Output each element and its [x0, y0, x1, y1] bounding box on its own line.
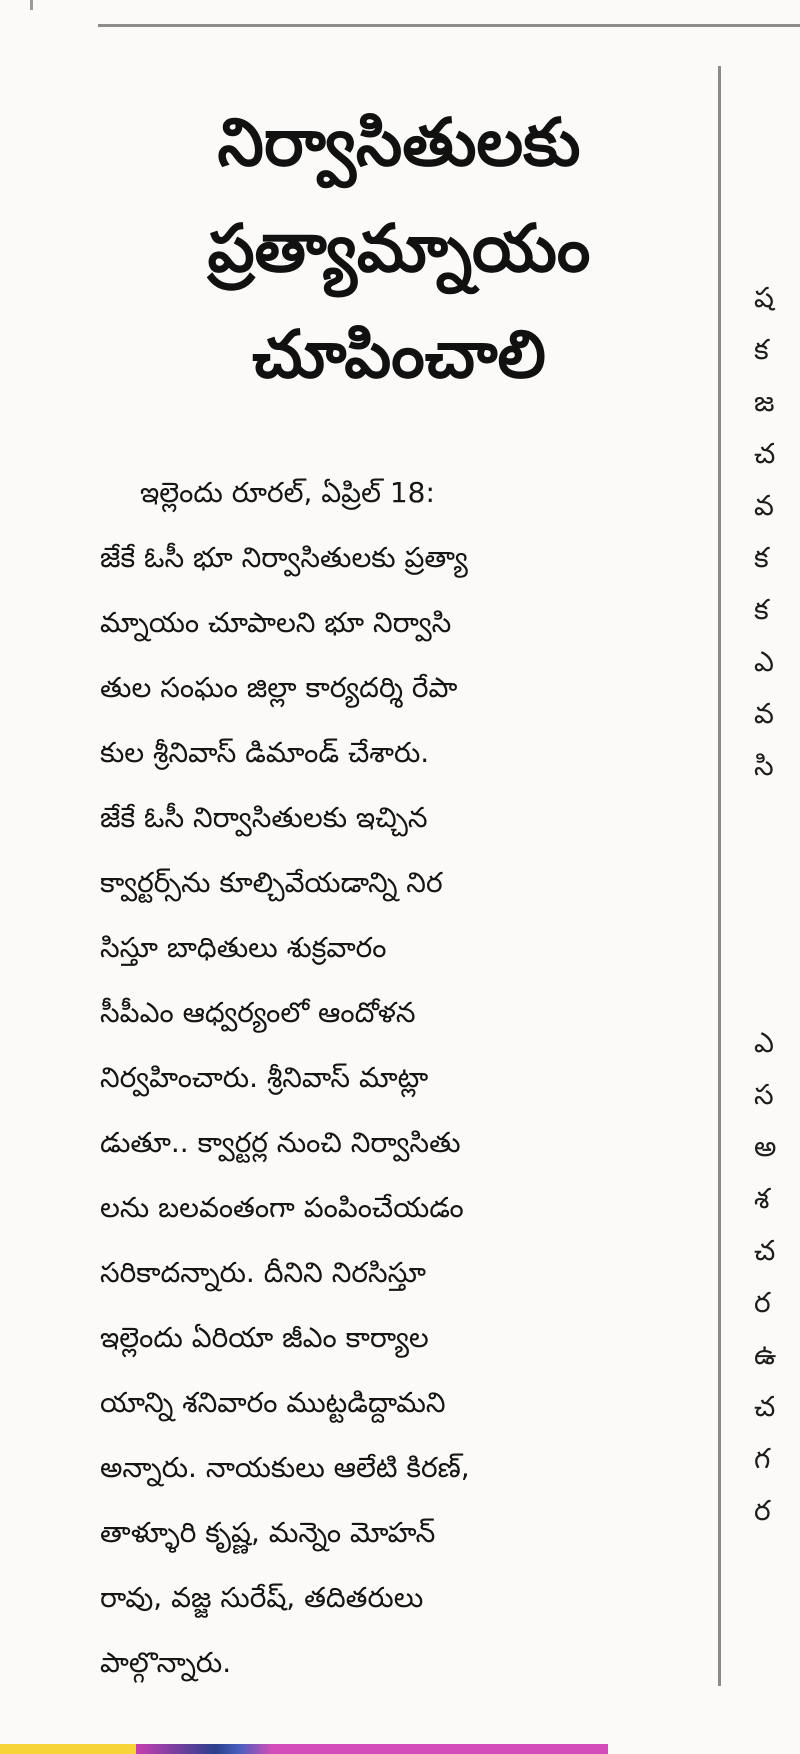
adjacent-column-glyph: క	[754, 541, 769, 574]
adjacent-column-glyph: ఉ	[754, 1338, 777, 1371]
adjacent-column-glyph: వ	[754, 489, 774, 522]
body-line: రావు, వజ్జ సురేష్, తదితరులు	[100, 1581, 424, 1614]
bottom-color-strip	[0, 1744, 800, 1754]
adjacent-article-column	[754, 272, 800, 1537]
body-line: డుతూ.. క్వార్టర్ల నుంచి నిర్వాసితు	[100, 1126, 461, 1159]
article-headline	[88, 90, 710, 408]
adjacent-column-glyph: గ	[754, 1442, 771, 1475]
adjacent-column-glyph: ష	[754, 281, 774, 314]
body-line: అన్నారు. నాయకులు ఆలేటి కిరణ్,	[100, 1451, 470, 1484]
headline-line-2: ప్రత్యామ్నాయం	[207, 210, 591, 287]
body-line: మ్నాయం చూపాలని భూ నిర్వాసి	[100, 606, 452, 639]
adjacent-column-glyph: ఎ	[754, 645, 774, 678]
adjacent-column-glyph: సి	[754, 749, 774, 782]
adjacent-column-glyph: చ	[754, 1390, 776, 1423]
adjacent-column-glyph: క	[754, 593, 769, 626]
body-line: జేకే ఓసీ నిర్వాసితులకు ఇచ్చిన	[100, 801, 428, 834]
top-divider-rule	[98, 24, 800, 27]
adjacent-column-glyph: శ	[754, 1182, 770, 1215]
corner-tick-mark	[30, 0, 33, 10]
body-line: తుల సంఘం జిల్లా కార్యదర్శి రేపా	[100, 671, 458, 704]
headline-line-3: చూపించాలి	[252, 316, 546, 393]
body-line: ఇల్లెందు ఏరియా జీఎం కార్యాల	[100, 1321, 429, 1354]
body-line: సరికాదన్నారు. దీనిని నిరసిస్తూ	[100, 1256, 426, 1289]
body-line: యాన్ని శనివారం ముట్టడిద్దామని	[100, 1386, 446, 1419]
adjacent-column-glyph: ర	[754, 1494, 771, 1527]
adjacent-column-glyph: క	[754, 333, 769, 366]
column-divider-rule	[718, 66, 721, 1686]
adjacent-column-glyph: చ	[754, 1234, 776, 1267]
adjacent-column-glyph: ర	[754, 1286, 771, 1319]
adjacent-column-glyph: జ	[754, 385, 775, 418]
body-line: కుల శ్రీనివాస్ డిమాండ్ చేశారు.	[100, 736, 430, 769]
adjacent-column-glyph: చ	[754, 437, 776, 470]
body-line: నిర్వహించారు. శ్రీనివాస్ మాట్లా	[100, 1061, 429, 1094]
adjacent-column-gap	[754, 792, 800, 1017]
adjacent-column-glyph: వ	[754, 697, 774, 730]
body-line: క్వార్టర్స్‌ను కూల్చివేయడాన్ని నిర	[100, 866, 443, 899]
adjacent-column-glyph: ఎ	[754, 1026, 774, 1059]
adjacent-column-glyph: స	[754, 1078, 774, 1111]
body-line: పాల్గొన్నారు.	[100, 1646, 232, 1679]
body-line: తాళ్ళూరి కృష్ణ, మన్నెం మోహన్	[100, 1516, 436, 1549]
adjacent-column-glyph: అ	[754, 1130, 777, 1163]
body-line: సీపీఎం ఆధ్వర్యంలో ఆందోళన	[100, 996, 416, 1029]
article-body	[100, 460, 680, 1695]
body-line: సిస్తూ బాధితులు శుక్రవారం	[100, 931, 387, 964]
dateline: ఇల్లెందు రూరల్, ఏప్రిల్ 18:	[140, 476, 435, 509]
body-line: లను బలవంతంగా పంపించేయడం	[100, 1191, 464, 1224]
body-line: జేకే ఓసీ భూ నిర్వాసితులకు ప్రత్యా	[100, 541, 468, 574]
headline-line-1: నిర్వాసితులకు	[217, 104, 581, 181]
